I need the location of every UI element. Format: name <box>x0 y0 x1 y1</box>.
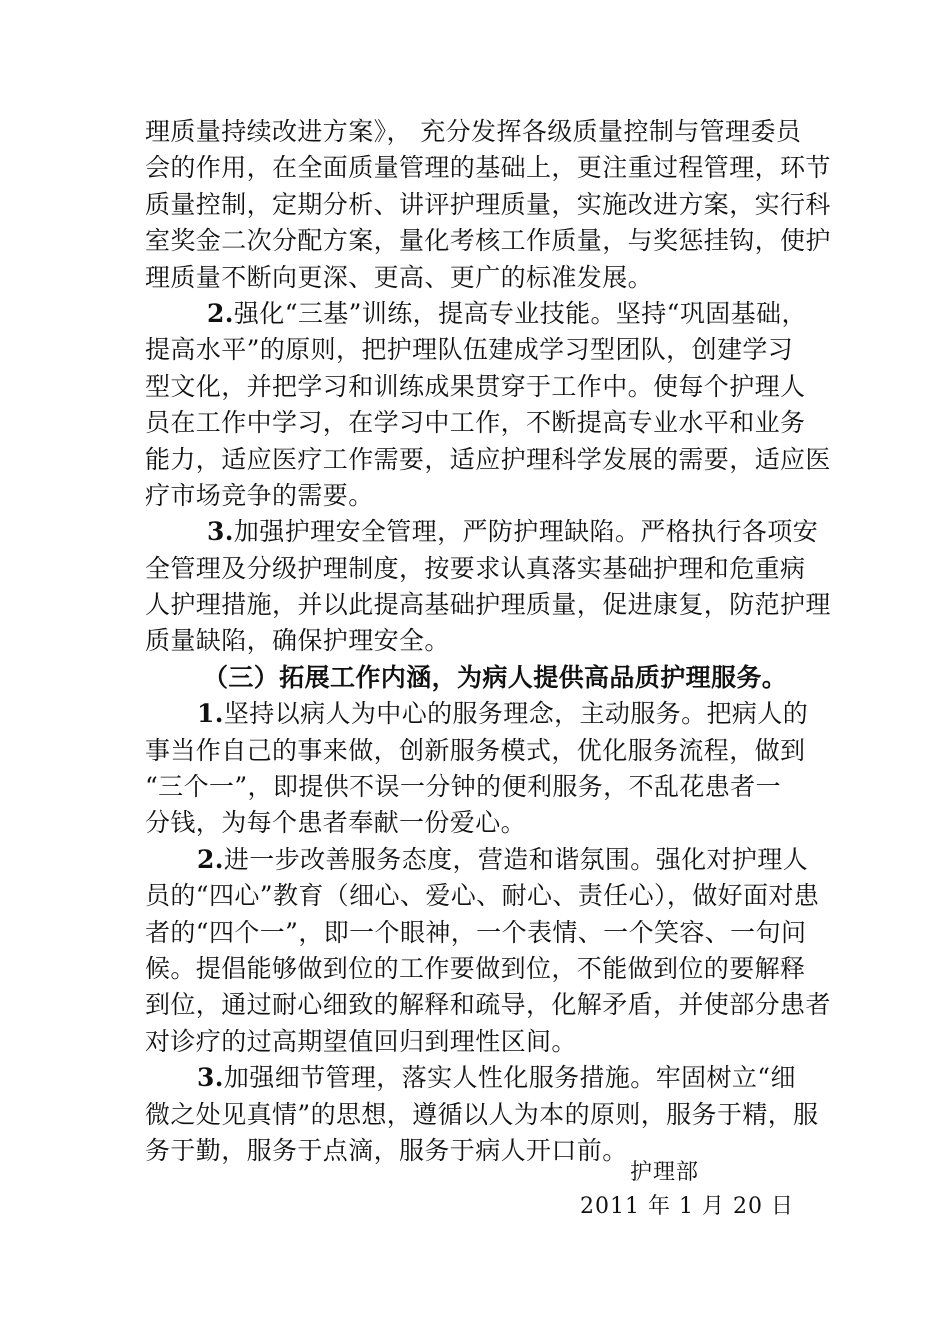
text-line <box>145 296 813 332</box>
item-text: 加强细节管理，落实人性化服务措施。牢固树立“细 <box>223 1063 796 1093</box>
text-line: 理质量不断向更深、更高、更广的标准发展。 <box>145 262 654 292</box>
paragraph-detail-management <box>145 1060 819 1169</box>
item-text: 强化“三基”训练，提高专业技能。坚持“巩固基础， <box>233 298 807 328</box>
text-line: 者的“四个一”，即一个眼神，一个表情、一个笑容、一句问 <box>145 917 807 947</box>
item-number: 2. <box>197 844 224 874</box>
item-text: 加强护理安全管理，严防护理缺陷。严格执行各项安 <box>233 517 819 547</box>
text-line: 对诊疗的过高期望值回归到理性区间。 <box>145 1026 577 1056</box>
section-heading: （三）拓展工作内涵，为病人提供高品质护理服务。 <box>203 662 788 692</box>
text-line <box>145 842 813 878</box>
item-number: 1. <box>197 699 224 729</box>
text-line: 型文化，并把学习和训练成果贯穿于工作中。使每个护理人 <box>145 371 806 401</box>
signature-date: 2011 年 1 月 20 日 <box>580 1194 794 1219</box>
text-line: 室奖金二次分配方案，量化考核工作质量，与奖惩挂钩，使护 <box>145 226 831 256</box>
text-line: 疗市场竞争的需要。 <box>145 480 374 510</box>
item-number: 3. <box>197 1063 224 1093</box>
text-line: 会的作用，在全面质量管理的基础上，更注重过程管理，环节 <box>145 153 831 183</box>
text-line: 分钱，为每个患者奉献一份爱心。 <box>145 808 527 838</box>
text-line: 事当作自己的事来做，创新服务模式，优化服务流程，做到 <box>145 735 806 765</box>
document-body <box>145 114 831 1169</box>
text-line: 员在工作中学习，在学习中工作，不断提高专业水平和业务 <box>145 408 806 438</box>
text-line: 质量缺陷，确保护理安全。 <box>145 626 450 656</box>
paragraph-quality-improvement <box>145 114 831 296</box>
text-line <box>145 514 819 550</box>
text-line: 微之处见真情”的思想，遵循以人为本的原则，服务于精，服 <box>145 1099 819 1129</box>
paragraph-patient-centered-service <box>145 696 813 842</box>
item-number: 2. <box>207 298 234 328</box>
text-line: 务于勤，服务于点滴，服务于病人开口前。 <box>145 1135 628 1165</box>
text-line: “三个一”，即提供不误一分钟的便利服务，不乱花患者一 <box>145 772 781 802</box>
signature-department: 护理部 <box>630 1160 700 1185</box>
paragraph-three-basics-training <box>145 296 831 514</box>
item-text: 坚持以病人为中心的服务理念，主动服务。把病人的 <box>223 699 809 729</box>
item-text: 进一步改善服务态度，营造和谐氛围。强化对护理人 <box>223 844 809 874</box>
paragraph-safety-management <box>145 514 831 660</box>
text-line: 全管理及分级护理制度，按要求认真落实基础护理和危重病 <box>145 553 806 583</box>
text-line: 员的“四心”教育（细心、爱心、耐心、责任心），做好面对患 <box>145 881 820 911</box>
text-line: 提高水平”的原则，把护理队伍建成学习型团队，创建学习 <box>145 335 794 365</box>
text-line: 质量控制，定期分析、讲评护理质量，实施改进方案，实行科 <box>145 189 831 219</box>
text-line: 到位，通过耐心细致的解释和疏导，化解矛盾，并使部分患者 <box>145 990 831 1020</box>
item-number: 3. <box>207 517 234 547</box>
text-line <box>145 1060 813 1096</box>
text-line: 人护理措施，并以此提高基础护理质量，促进康复，防范护理 <box>145 590 831 620</box>
text-line: 理质量持续改进方案》， 充分发挥各级质量控制与管理委员 <box>145 117 802 146</box>
text-line: 能力，适应医疗工作需要，适应护理科学发展的需要，适应医 <box>145 444 831 474</box>
text-line <box>145 696 813 732</box>
text-line: 候。提倡能够做到位的工作要做到位，不能做到位的要解释 <box>145 953 806 983</box>
paragraph-service-attitude <box>145 842 831 1060</box>
